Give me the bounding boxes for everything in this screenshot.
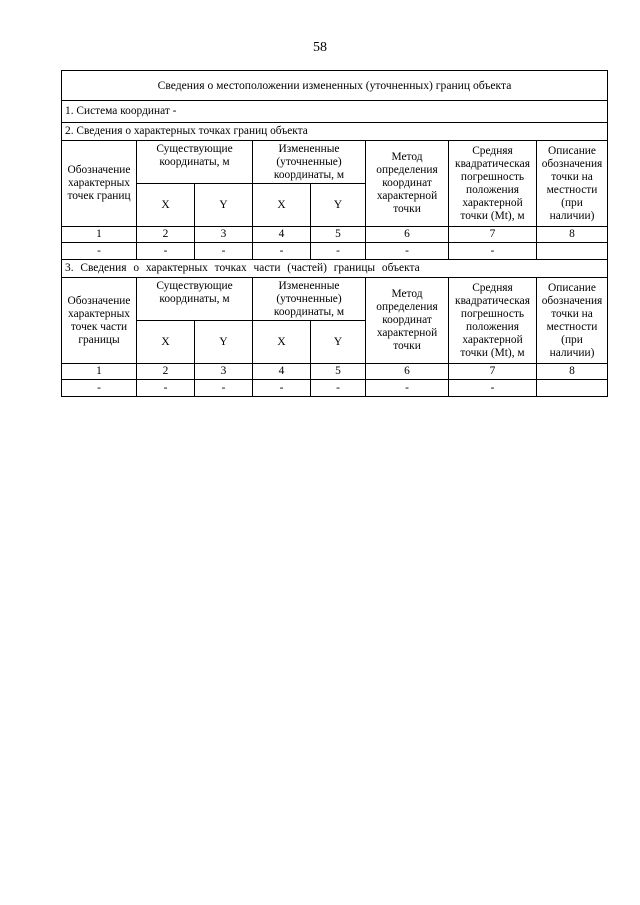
table-cell: - bbox=[366, 380, 449, 397]
table-cell: - bbox=[195, 380, 253, 397]
header-existing-x: X bbox=[137, 321, 195, 364]
header-designation-part: Обозначение характерных точек части границы bbox=[62, 278, 137, 364]
table-cell: - bbox=[366, 243, 449, 260]
header-changed-x: X bbox=[253, 321, 311, 364]
table-cell: - bbox=[449, 243, 537, 260]
column-number: 1 bbox=[62, 227, 137, 243]
header-designation: Обозначение характерных точек границ bbox=[62, 141, 137, 227]
column-number: 6 bbox=[366, 227, 449, 243]
column-number-row bbox=[62, 364, 608, 380]
column-number: 2 bbox=[137, 364, 195, 380]
header-changed-y: Y bbox=[311, 321, 366, 364]
column-number: 7 bbox=[449, 227, 537, 243]
column-number: 4 bbox=[253, 227, 311, 243]
coord-system-row: 1. Система координат - bbox=[62, 101, 608, 123]
column-number-row bbox=[62, 227, 608, 243]
table-row bbox=[62, 380, 608, 397]
column-number: 2 bbox=[137, 227, 195, 243]
header-changed-x: X bbox=[253, 184, 311, 227]
header-changed-coords: Измененные (уточненные) координаты, м bbox=[253, 278, 366, 321]
table-cell: - bbox=[137, 380, 195, 397]
header-error: Средняя квадратическая погрешность положения характерной точки (Mt), м bbox=[449, 141, 537, 227]
section-3-title: 3. Сведения о характерных точках части (частей) границы объекта bbox=[62, 260, 608, 278]
table-caption: Сведения о местоположении измененных (уточненных) границ объекта bbox=[62, 71, 608, 101]
table-cell bbox=[537, 380, 608, 397]
table-cell: - bbox=[311, 380, 366, 397]
table-cell: - bbox=[253, 380, 311, 397]
header-description: Описание обозначения точки на местности (при наличии) bbox=[537, 141, 608, 227]
header-description: Описание обозначения точки на местности (при наличии) bbox=[537, 278, 608, 364]
table-cell: - bbox=[311, 243, 366, 260]
header-changed-y: Y bbox=[311, 184, 366, 227]
table-row bbox=[62, 243, 608, 260]
table-cell: - bbox=[137, 243, 195, 260]
table-cell: - bbox=[195, 243, 253, 260]
column-number: 6 bbox=[366, 364, 449, 380]
header-method: Метод определения координат характерной точки bbox=[366, 141, 449, 227]
section-2-title: 2. Сведения о характерных точках границ объекта bbox=[62, 123, 608, 141]
column-number: 7 bbox=[449, 364, 537, 380]
column-number: 4 bbox=[253, 364, 311, 380]
header-changed-coords: Измененные (уточненные) координаты, м bbox=[253, 141, 366, 184]
table-cell: - bbox=[62, 243, 137, 260]
column-number: 8 bbox=[537, 364, 608, 380]
column-number: 1 bbox=[62, 364, 137, 380]
column-number: 5 bbox=[311, 227, 366, 243]
header-method: Метод определения координат характерной точки bbox=[366, 278, 449, 364]
header-existing-y: Y bbox=[195, 321, 253, 364]
table-cell: - bbox=[62, 380, 137, 397]
header-existing-y: Y bbox=[195, 184, 253, 227]
page-number: 58 bbox=[313, 40, 327, 55]
column-number: 3 bbox=[195, 227, 253, 243]
table-cell bbox=[537, 243, 608, 260]
column-number: 3 bbox=[195, 364, 253, 380]
header-error: Средняя квадратическая погрешность положения характерной точки (Mt), м bbox=[449, 278, 537, 364]
header-existing-coords: Существующие координаты, м bbox=[137, 278, 253, 321]
table-cell: - bbox=[449, 380, 537, 397]
header-existing-x: X bbox=[137, 184, 195, 227]
column-number: 8 bbox=[537, 227, 608, 243]
table-cell: - bbox=[253, 243, 311, 260]
column-number: 5 bbox=[311, 364, 366, 380]
header-existing-coords: Существующие координаты, м bbox=[137, 141, 253, 184]
boundary-table bbox=[61, 70, 608, 397]
